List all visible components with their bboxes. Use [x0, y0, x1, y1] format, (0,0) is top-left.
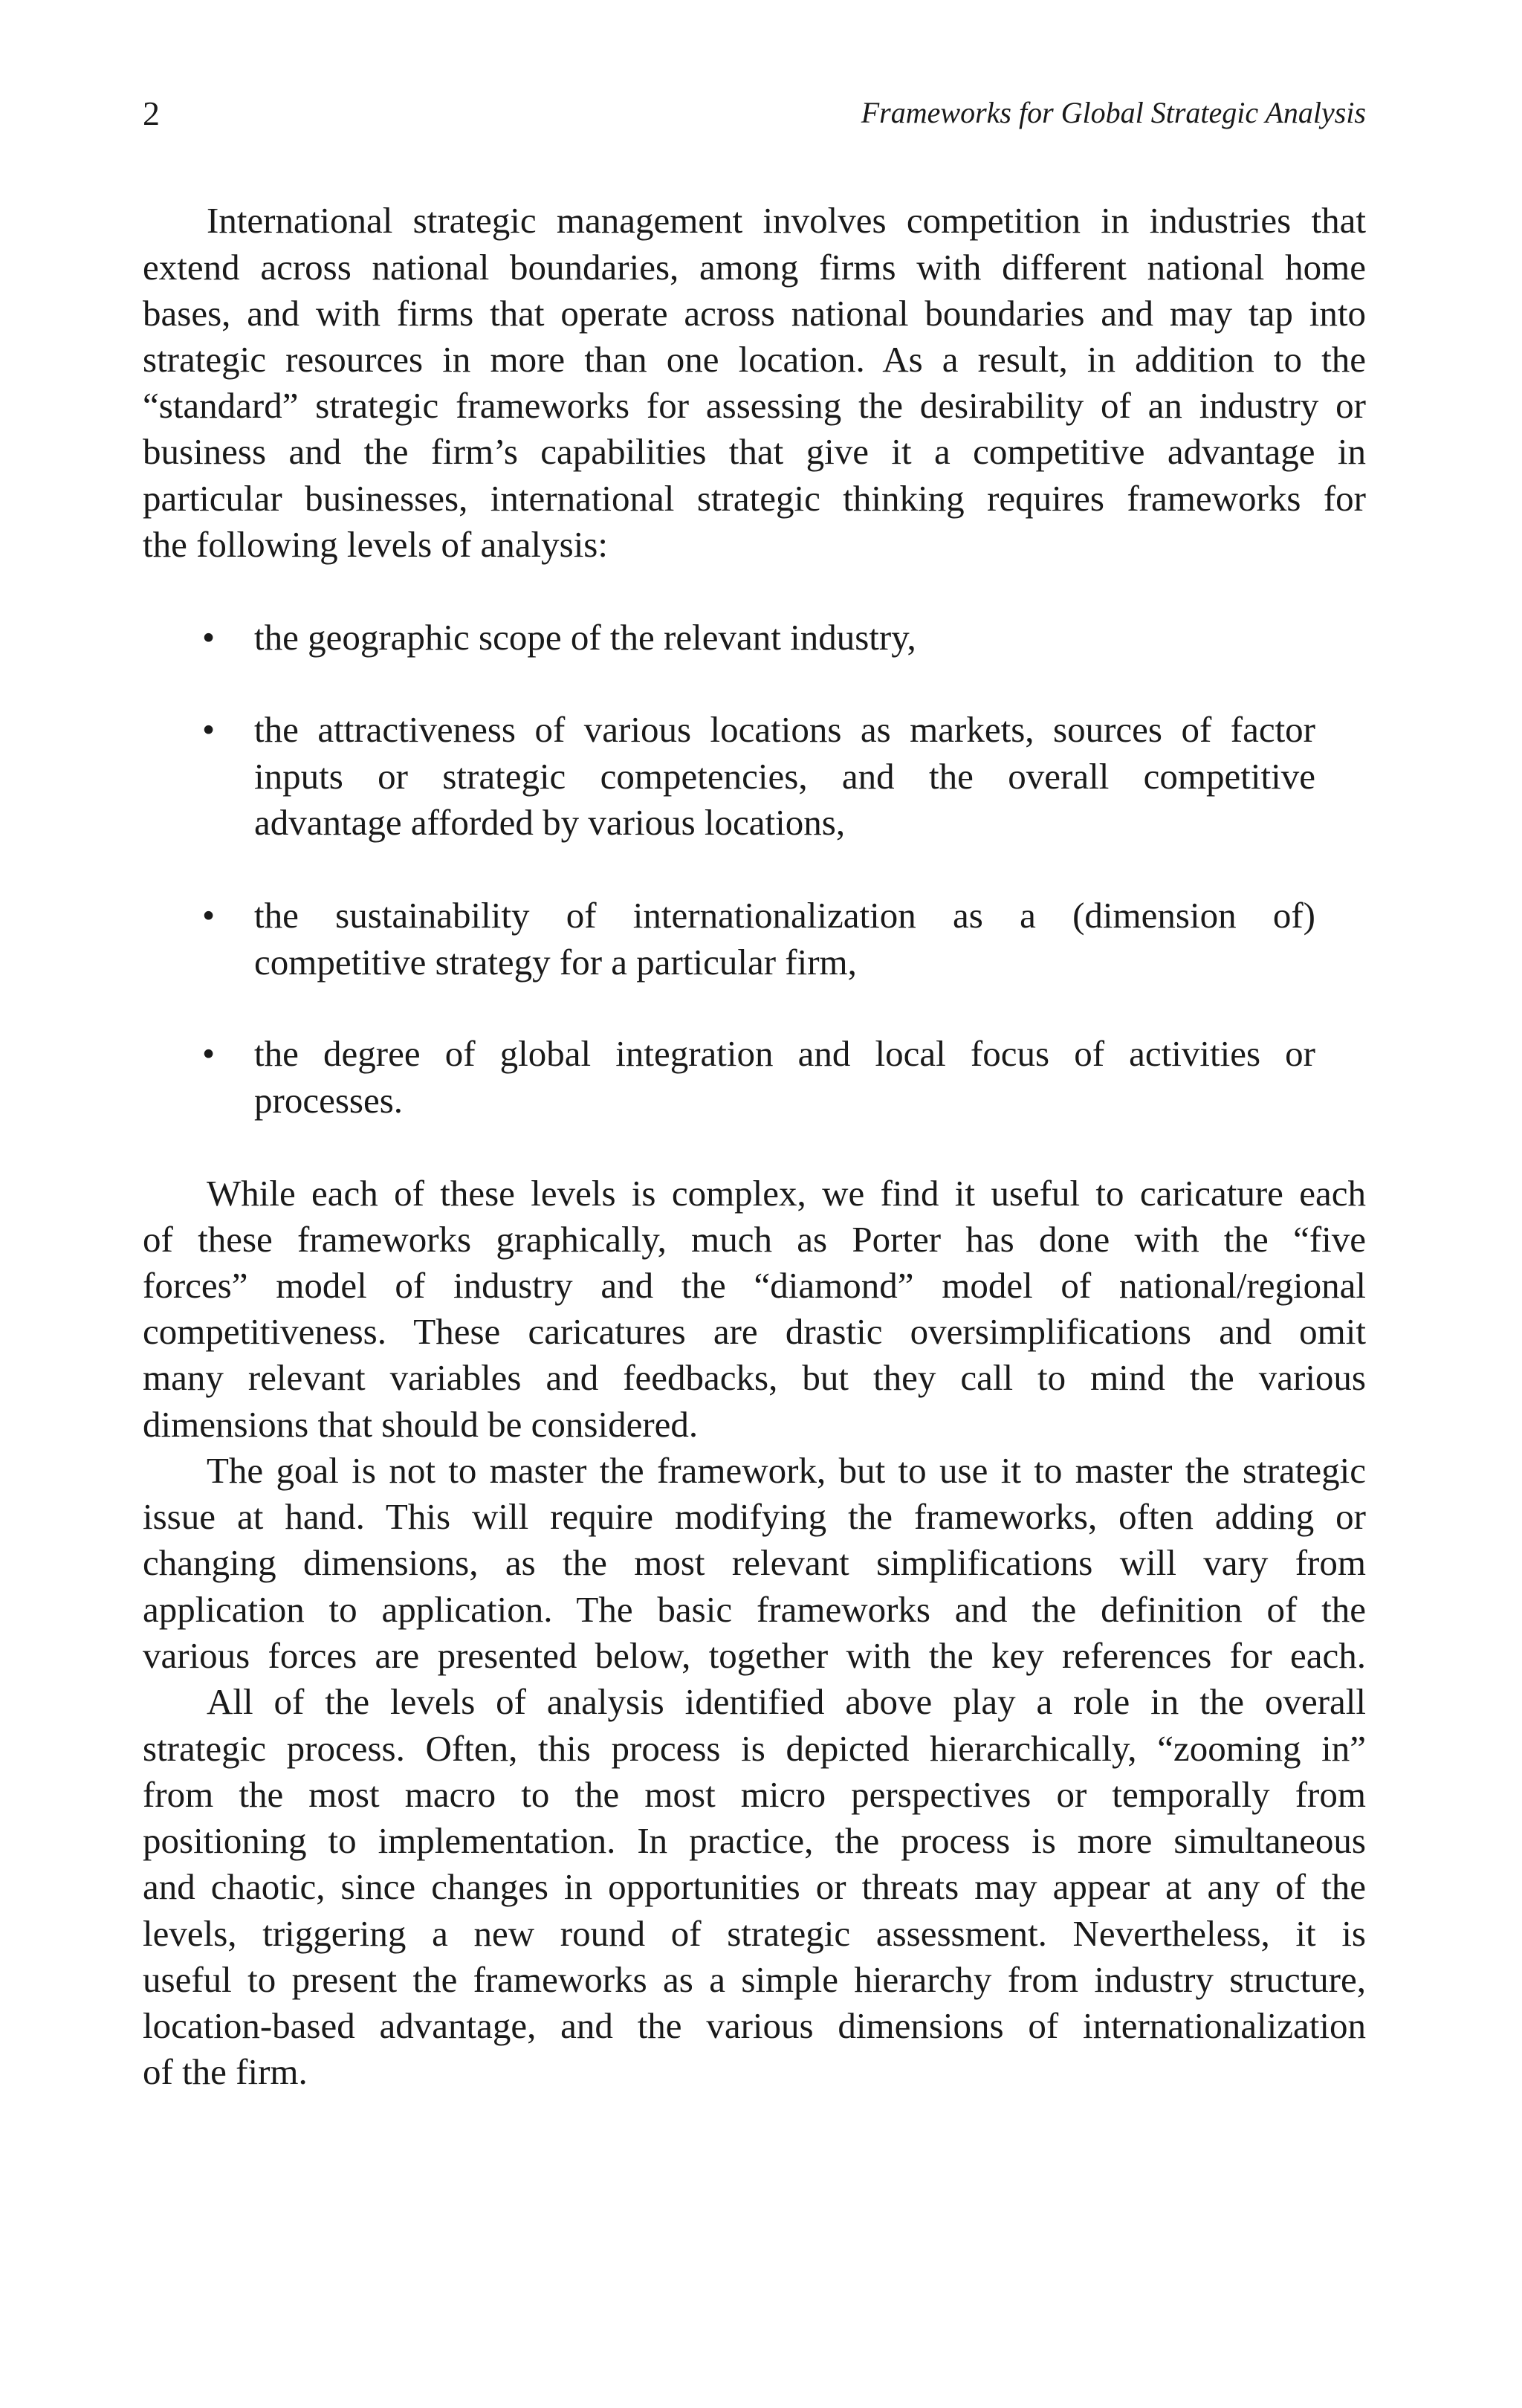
- bullet-item-line: the geographic scope of the relevant industry,: [254, 617, 916, 658]
- para3-line: issue at hand. This will require modifying the frameworks, often adding or: [143, 1496, 1366, 1537]
- bullet-item-line: competitive strategy for a particular firm,: [254, 942, 857, 983]
- para3-line: changing dimensions, as the most relevant simplifications will vary from: [143, 1542, 1366, 1583]
- para1-line: extend across national boundaries, among firms with different national home: [143, 247, 1366, 288]
- para4-line: strategic process. Often, this process is depicted hierarchically, “zooming in”: [143, 1728, 1366, 1769]
- para4-line: and chaotic, since changes in opportunities or threats may appear at any of the: [143, 1866, 1366, 1907]
- bullet-item-line: the degree of global integration and local focus of activities or: [254, 1033, 1315, 1074]
- para2-line: forces” model of industry and the “diamond” model of national/regional: [143, 1265, 1366, 1306]
- para4-line: location-based advantage, and the various dimensions of internationalization: [143, 2005, 1366, 2046]
- para3-line: various forces are presented below, together with the key references for each.: [143, 1635, 1366, 1676]
- bullet-item-line: processes.: [254, 1080, 404, 1121]
- bullet-item-line: advantage afforded by various locations,: [254, 802, 846, 843]
- para1-line: “standard” strategic frameworks for assessing the desirability of an industry or: [143, 385, 1366, 426]
- bullet-marker: •: [202, 1033, 216, 1074]
- bullet-item-line: the attractiveness of various locations as markets, sources of factor: [254, 709, 1315, 750]
- bullet-item-line: the sustainability of internationalization as a (dimension of): [254, 895, 1315, 936]
- para3-line: application to application. The basic frameworks and the definition of the: [143, 1589, 1366, 1630]
- bullet-marker: •: [202, 895, 216, 936]
- para4-line: All of the levels of analysis identified above play a role in the overall: [207, 1681, 1366, 1722]
- para1-line: the following levels of analysis:: [143, 524, 608, 565]
- para1-line: strategic resources in more than one location. As a result, in addition to the: [143, 339, 1366, 380]
- para1-line: business and the firm’s capabilities that give it a competitive advantage in: [143, 431, 1366, 472]
- para4-line: from the most macro to the most micro perspectives or temporally from: [143, 1774, 1366, 1815]
- bullet-marker: •: [202, 617, 216, 658]
- para4-line: positioning to implementation. In practice, the process is more simultaneous: [143, 1820, 1366, 1861]
- para2-line: many relevant variables and feedbacks, but they call to mind the various: [143, 1357, 1366, 1398]
- para4-line: of the firm.: [143, 2051, 308, 2092]
- para2-line: of these frameworks graphically, much as Porter has done with the “five: [143, 1219, 1366, 1260]
- para1-line: bases, and with firms that operate across national boundaries and may tap into: [143, 293, 1366, 334]
- page-number: 2: [143, 94, 160, 132]
- bullet-item-line: inputs or strategic competencies, and the overall competitive: [254, 756, 1315, 797]
- para3-line: The goal is not to master the framework, but to use it to master the strategic: [207, 1450, 1366, 1491]
- para1-line: particular businesses, international strategic thinking requires frameworks for: [143, 478, 1366, 519]
- para4-line: levels, triggering a new round of strategic assessment. Nevertheless, it is: [143, 1913, 1366, 1954]
- para2-line: competitiveness. These caricatures are drastic oversimplifications and omit: [143, 1311, 1366, 1352]
- bullet-marker: •: [202, 709, 216, 750]
- para4-line: useful to present the frameworks as a simple hierarchy from industry structure,: [143, 1959, 1366, 2000]
- para1-line: International strategic management involves competition in industries that: [207, 200, 1366, 241]
- para2-line: dimensions that should be considered.: [143, 1404, 699, 1445]
- para2-line: While each of these levels is complex, we find it useful to caricature each: [207, 1173, 1366, 1214]
- running-title: Frameworks for Global Strategic Analysis: [861, 96, 1366, 129]
